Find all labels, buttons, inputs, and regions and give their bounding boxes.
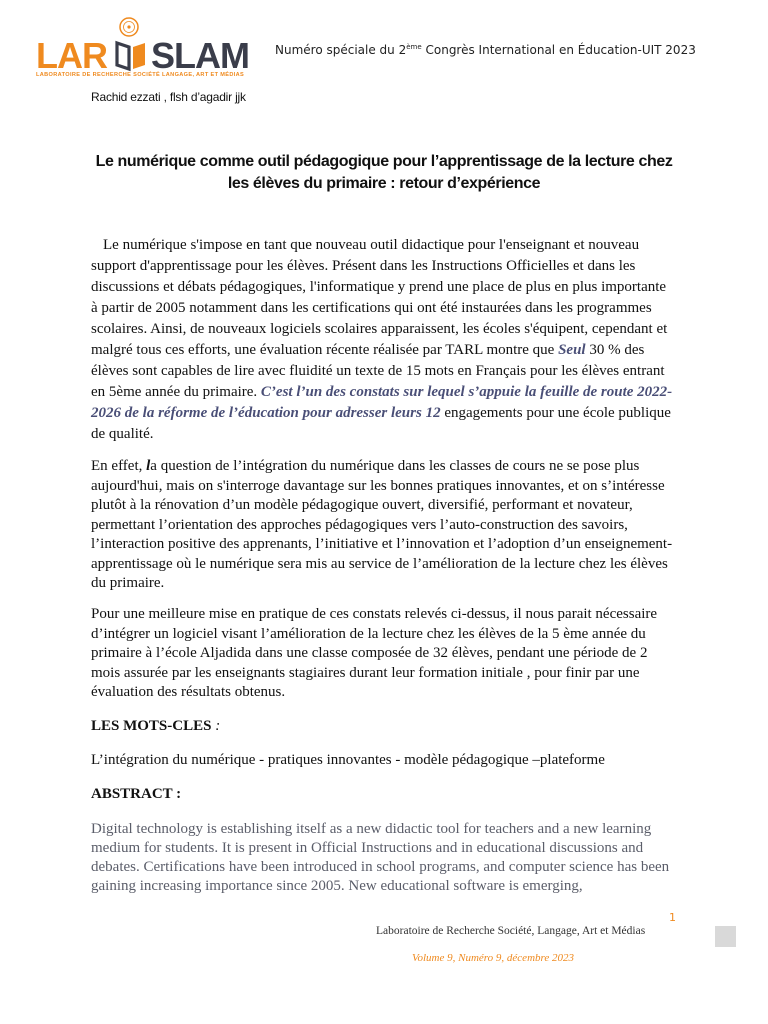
- title-line-2: les élèves du primaire : retour d’expérience: [227, 175, 541, 192]
- lab-logo: [36, 16, 260, 82]
- logo-left-word: LAR: [36, 35, 107, 76]
- logo-tagline: LABORATOIRE DE RECHERCHE SOCIÉTÉ LANGAGE, ART ET MÉDIAS: [36, 72, 245, 78]
- seal-icon: [118, 16, 140, 38]
- article-title: [80, 151, 688, 195]
- abstract-text: Digital technology is establishing itself as a new didactic tool for teachers and a new learning medium for students. It is present in Official Instructions and in educational discussions and debates. Certifications have been introduced in school programs, and computer science has been gaining increasing importance since 2005. New educational software is emerging,: [91, 821, 670, 894]
- method-paragraph: Pour une meilleure mise en pratique de ces constats relevés ci-dessus, il nous parait nécessaire d’intégrer un logiciel visant l’amélioration de la lecture chez les élèves de la 5 ème année du primaire à l’école Aljadida dans une classe composée de 32 élèves, pendant une période de 2 mois assurée par les enseignants stagiaires durant leur formation initiale , pour finir par une évaluation des résultats obtenus.: [91, 606, 658, 700]
- abstract-heading: ABSTRACT :: [91, 786, 182, 802]
- footer-volume: Volume 9, Numéro 9, décembre 2023: [412, 952, 575, 964]
- keywords-list: L’intégration du numérique - pratiques innovantes - modèle pédagogique –plateforme: [91, 752, 605, 768]
- title-line-1: Le numérique comme outil pédagogique pour l’apprentissage de la lecture chez: [95, 153, 673, 170]
- author-line: Rachid ezzati , flsh d’agadir jjk: [91, 90, 246, 104]
- intro-paragraph: Le numérique s'impose en tant que nouveau outil didactique pour l'enseignant et nouveau support d'apprentissage pour les élèves. Présent dans les Instructions Officielles et dans les discussions et débats pédagogiques, l'informatique y prend une place de plus en plus importante à partir de 2005 notamment dans les certifications qui ont été instaurées dans les programmes scolaires. Ainsi, de nouveaux logiciels scolaires apparaissent, les écoles s'équipent, cependant et malgré tous ces efforts, une évaluation récente réalisée par TARL montre que Seul 30 % des élèves sont capables de lire avec fluidité un texte de 15 mots en Français pour les élèves entrant en 5ème année du primaire. C’est l’un des constats sur lequel s’appuie la feuille de route 2022-2026 de la réforme de l’éducation pour adresser leurs 12 engagements pour une école publique de qualité.: [91, 237, 673, 442]
- keywords-heading: LES MOTS-CLES :: [91, 718, 221, 734]
- context-paragraph: En effet, la question de l’intégration du numérique dans les classes de cours ne se pose plus aujourd'hui, mais on s'interroge davantage sur les bonnes pratiques innovantes, et on s’intéresse plutôt à la rénovation d’un modèle pédagogique ouvert, diversifié, performant et novateur, permettant l’orientation des approches pédagogiques vers l’auto-construction des savoirs, l’interaction positive des apprenants, l’initiative et l’innovation et l’adoption d’un enseignement-apprentissage où le numérique sera mis au service de l’amélioration de la lecture chez les élèves du primaire.: [91, 458, 673, 591]
- emphasis-roadmap: C’est l’un des constats sur lequel s’appuie la feuille de route 2022-2026 de la réforme de l’éducation pour adresser leurs 12: [91, 384, 673, 421]
- emphasis-seul: Seul: [558, 342, 586, 358]
- open-book-icon: [114, 38, 148, 72]
- scroll-corner: [715, 926, 736, 947]
- page-number: 1: [669, 911, 676, 924]
- footer-lab-name: Laboratoire de Recherche Société, Langage, Art et Médias: [376, 925, 646, 937]
- logo-right-word: SLAM: [151, 35, 249, 76]
- journal-issue-title: Numéro spéciale du 2ème Congrès International en Éducation-UIT 2023: [275, 43, 696, 57]
